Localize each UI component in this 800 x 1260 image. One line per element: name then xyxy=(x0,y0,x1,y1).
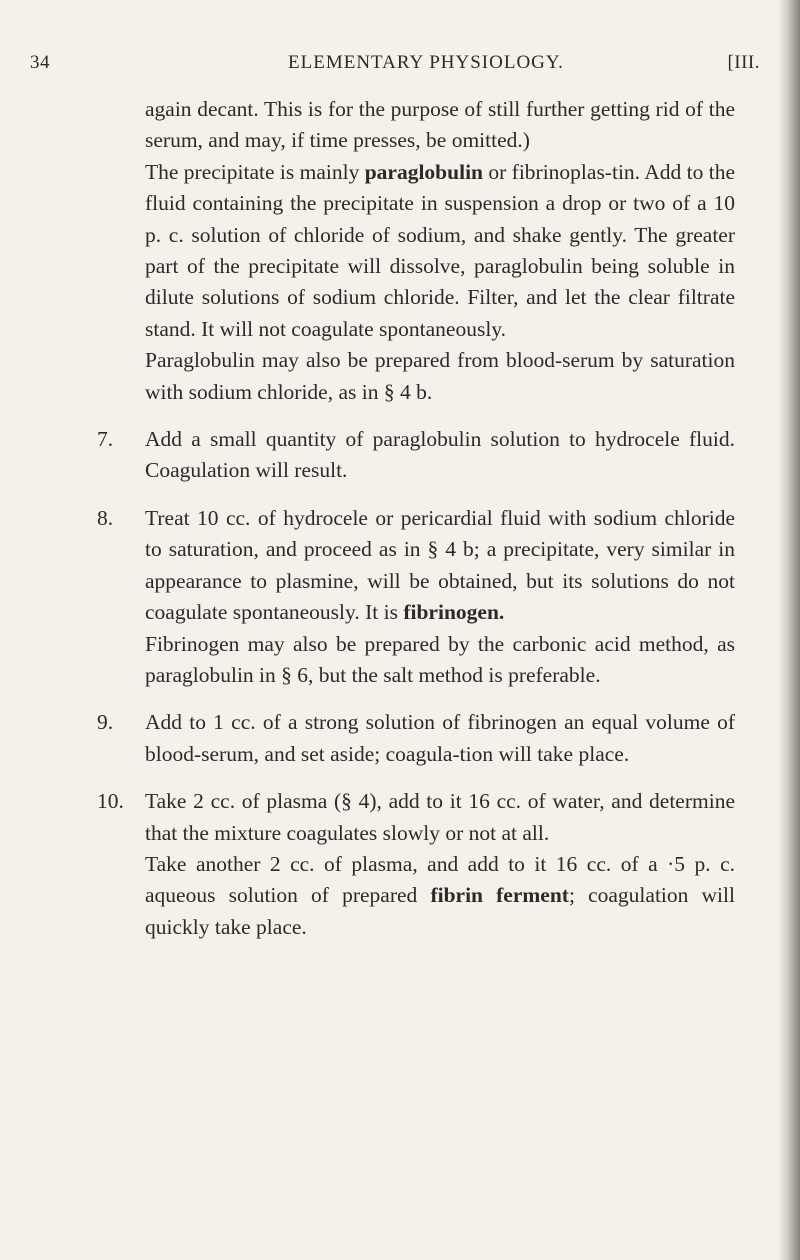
key-term: fibrin ferment xyxy=(430,883,569,908)
step-number: 8. xyxy=(97,505,114,530)
paragraph-text: ; coagulation will quickly take place. xyxy=(145,883,735,939)
paragraph-text: again decant. This is for the purpose of still further getting rid of the serum, and may, if time presses, be omitted.) xyxy=(145,97,735,153)
paragraph-text: Treat 10 cc. of hydrocele or pericardial fluid with sodium chloride to saturation, and proceed as in § 4 b; a precipitate, very similar in appearance to plasmine, will be obtained, but its solutions do not coagulate spontaneously. It is xyxy=(145,505,735,625)
step-number: 10. xyxy=(97,789,124,814)
running-header xyxy=(30,52,760,80)
numbered-step-7 xyxy=(0,424,735,487)
paragraph-text: Fibrinogen may also be prepared by the carbonic acid method, as paraglobulin in § 6, but the salt method is preferable. xyxy=(145,631,735,687)
paragraph-fibrin-ferment xyxy=(0,849,735,943)
paragraph-text: The precipitate is mainly xyxy=(145,159,365,184)
step-number: 9. xyxy=(97,710,114,735)
paragraph-text: Add a small quantity of paraglobulin solution to hydrocele fluid. Coagulation will result. xyxy=(145,427,735,483)
paragraph-text: Take another 2 cc. of plasma, and add to it 16 cc. of a ·5 p. c. aqueous solution of prepared xyxy=(145,851,735,908)
numbered-step-10 xyxy=(0,786,735,849)
key-term: fibrinogen. xyxy=(403,600,505,625)
paragraph-text: Add to 1 cc. of a strong solution of fibrinogen an equal volume of blood-serum, and set aside; coagula-tion will take place. xyxy=(145,710,735,766)
page-body xyxy=(0,94,800,943)
chapter-marker: [III. xyxy=(727,52,760,73)
running-title: ELEMENTARY PHYSIOLOGY. xyxy=(288,52,564,73)
step-number: 7. xyxy=(97,427,114,452)
key-term: paraglobulin xyxy=(364,159,483,184)
page-number: 34 xyxy=(30,52,50,73)
paragraph-paraglobulin-alt xyxy=(0,345,735,408)
numbered-step-9 xyxy=(0,707,735,770)
paragraph-text: Take 2 cc. of plasma (§ 4), add to it 16 cc. of water, and determine that the mixture coagulates slowly or not at all. xyxy=(145,789,735,845)
numbered-step-8 xyxy=(0,503,735,629)
paragraph-continuation xyxy=(0,94,735,157)
paragraph-text: or fibrinoplas-tin. Add to the fluid containing the precipitate in suspension a drop or two of a 10 p. c. solution of chloride of sodium, and shake gently. The greater part of the precipitate will dissolve, paraglobulin being soluble in dilute solutions of sodium chloride. Filter, and let the clear filtrate stand. It will not coagulate spontaneously. xyxy=(145,159,735,341)
paragraph-paraglobulin xyxy=(0,157,735,345)
paragraph-fibrinogen-alt xyxy=(0,629,735,692)
paragraph-text: Paraglobulin may also be prepared from blood-serum by saturation with sodium chloride, as in § 4 b. xyxy=(145,348,735,404)
